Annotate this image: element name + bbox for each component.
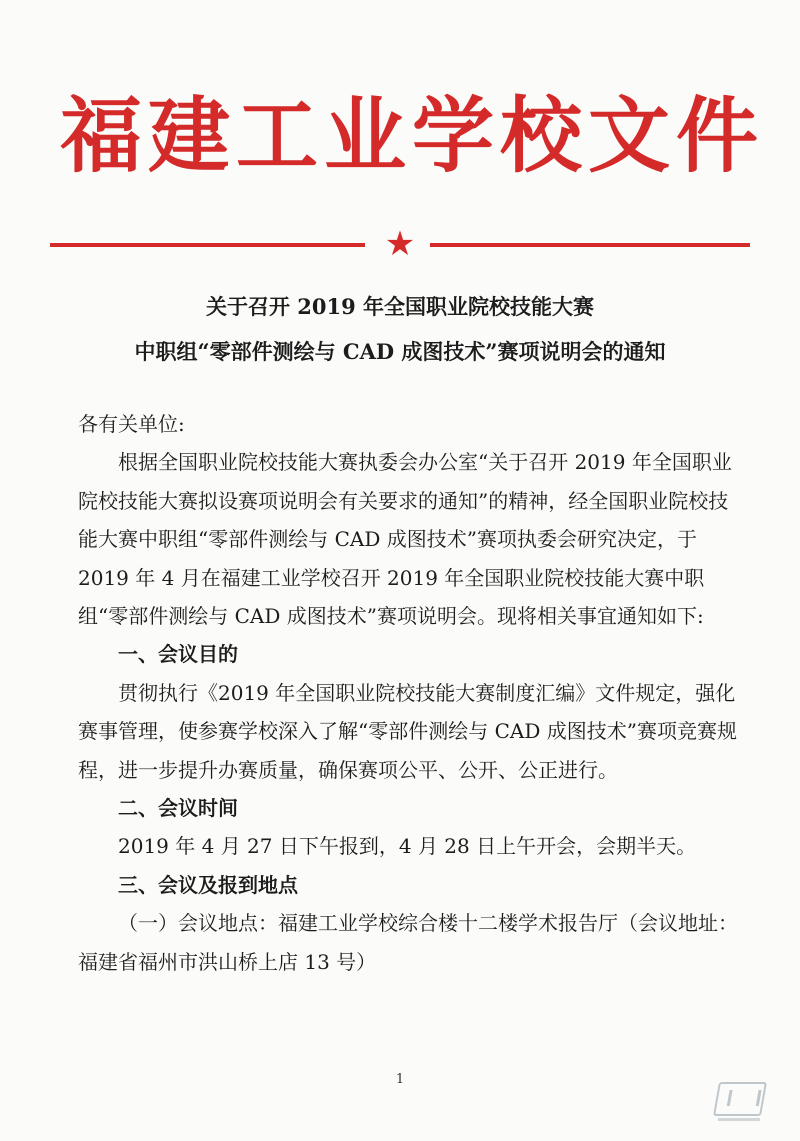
page-number: 1 <box>395 1072 405 1087</box>
document-header-banner: 福建工业学校文件 <box>60 89 765 184</box>
section-paragraph-purpose: 贯彻执行《2019 年全国职业院校技能大赛制度汇编》文件规定，强化赛事管理，使参赛学校深入了解“零部件测绘与 CAD 成图技术”赛项竞赛规程，进一步提升办赛质量，确保赛项公平、公开、公正进行。 <box>78 680 737 782</box>
watermark-logo-icon <box>714 1082 764 1126</box>
red-star-icon: ★ <box>384 224 416 264</box>
section-paragraph-time: 2019 年 4 月 27 日下午报到，4 月 28 日上午开会，会期半天。 <box>118 834 697 859</box>
section-heading-time: 二、会议时间 <box>118 796 238 821</box>
document-body <box>78 405 738 981</box>
header-red-divider <box>50 224 750 264</box>
section-paragraph-location: （一）会议地点：福建工业学校综合楼十二楼学术报告厅（会议地址：福建省福州市洪山桥上店 13 号） <box>78 911 738 974</box>
section-heading-purpose: 一、会议目的 <box>118 642 238 667</box>
section-heading-location: 三、会议及报到地点 <box>118 872 298 897</box>
notice-title-line-1: 关于召开 2019 年全国职业院校技能大赛 <box>205 294 595 319</box>
salutation: 各有关单位: <box>78 412 185 436</box>
red-line-right <box>430 243 750 247</box>
intro-paragraph: 根据全国职业院校技能大赛执委会办公室“关于召开 2019 年全国职业院校技能大赛拟设赛项说明会有关要求的通知”的精神，经全国职业院校技能大赛中职组“零部件测绘与 CAD 成图技术”赛项执委会研究决定，于 2019 年 4 月在福建工业学校召开 2019 年全国职业院校技能大赛中职组“零部件测绘与 CAD 成图技术”赛项说明会。现将相关事宜通知如下: <box>78 450 732 629</box>
notice-title-line-2: 中职组“零部件测绘与 CAD 成图技术”赛项说明会的通知 <box>134 339 666 364</box>
red-line-left <box>50 243 365 247</box>
